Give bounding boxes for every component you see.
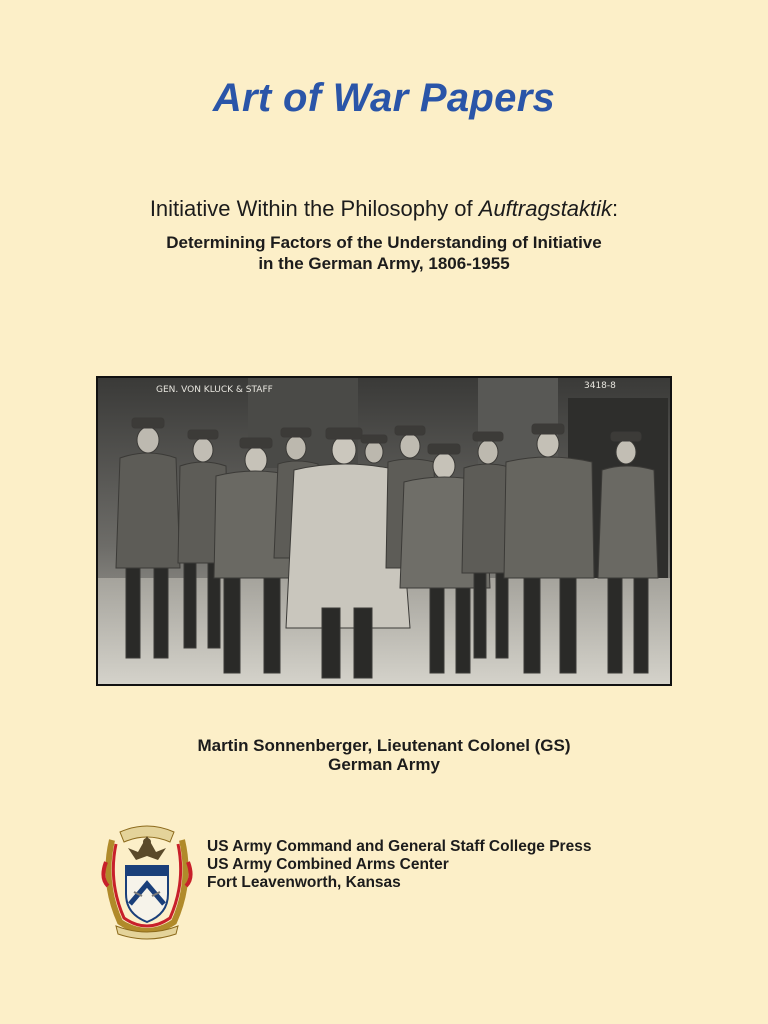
series-title: Art of War Papers — [212, 76, 556, 120]
publisher-block — [207, 838, 591, 892]
cover-photograph — [96, 376, 672, 686]
title-italic-term: Auftragstaktik — [478, 196, 613, 221]
publisher-line-3: Fort Leavenworth, Kansas — [207, 874, 401, 891]
title-suffix: : — [612, 196, 619, 221]
subtitle-line-2: in the German Army, 1806-1955 — [258, 254, 510, 273]
cgsc-emblem-icon — [98, 822, 196, 940]
group-photo-illustration — [98, 378, 670, 684]
author-affiliation: German Army — [328, 755, 440, 774]
author-block — [0, 736, 768, 774]
document-title — [0, 196, 768, 222]
author-name: Martin Sonnenberger, Lieutenant Colonel (GS) — [197, 736, 571, 755]
subtitle-line-1: Determining Factors of the Understanding of Initiative — [166, 233, 602, 252]
document-subtitle — [0, 232, 768, 274]
title-prefix: Initiative Within the Philosophy of — [149, 196, 479, 221]
photo-caption-right: 3418-8 — [584, 381, 616, 391]
publisher-line-1: US Army Command and General Staff College Press — [207, 838, 592, 855]
publisher-line-2: US Army Combined Arms Center — [207, 856, 449, 873]
photo-caption-left: GEN. VON KLUCK & STAFF — [156, 385, 273, 395]
